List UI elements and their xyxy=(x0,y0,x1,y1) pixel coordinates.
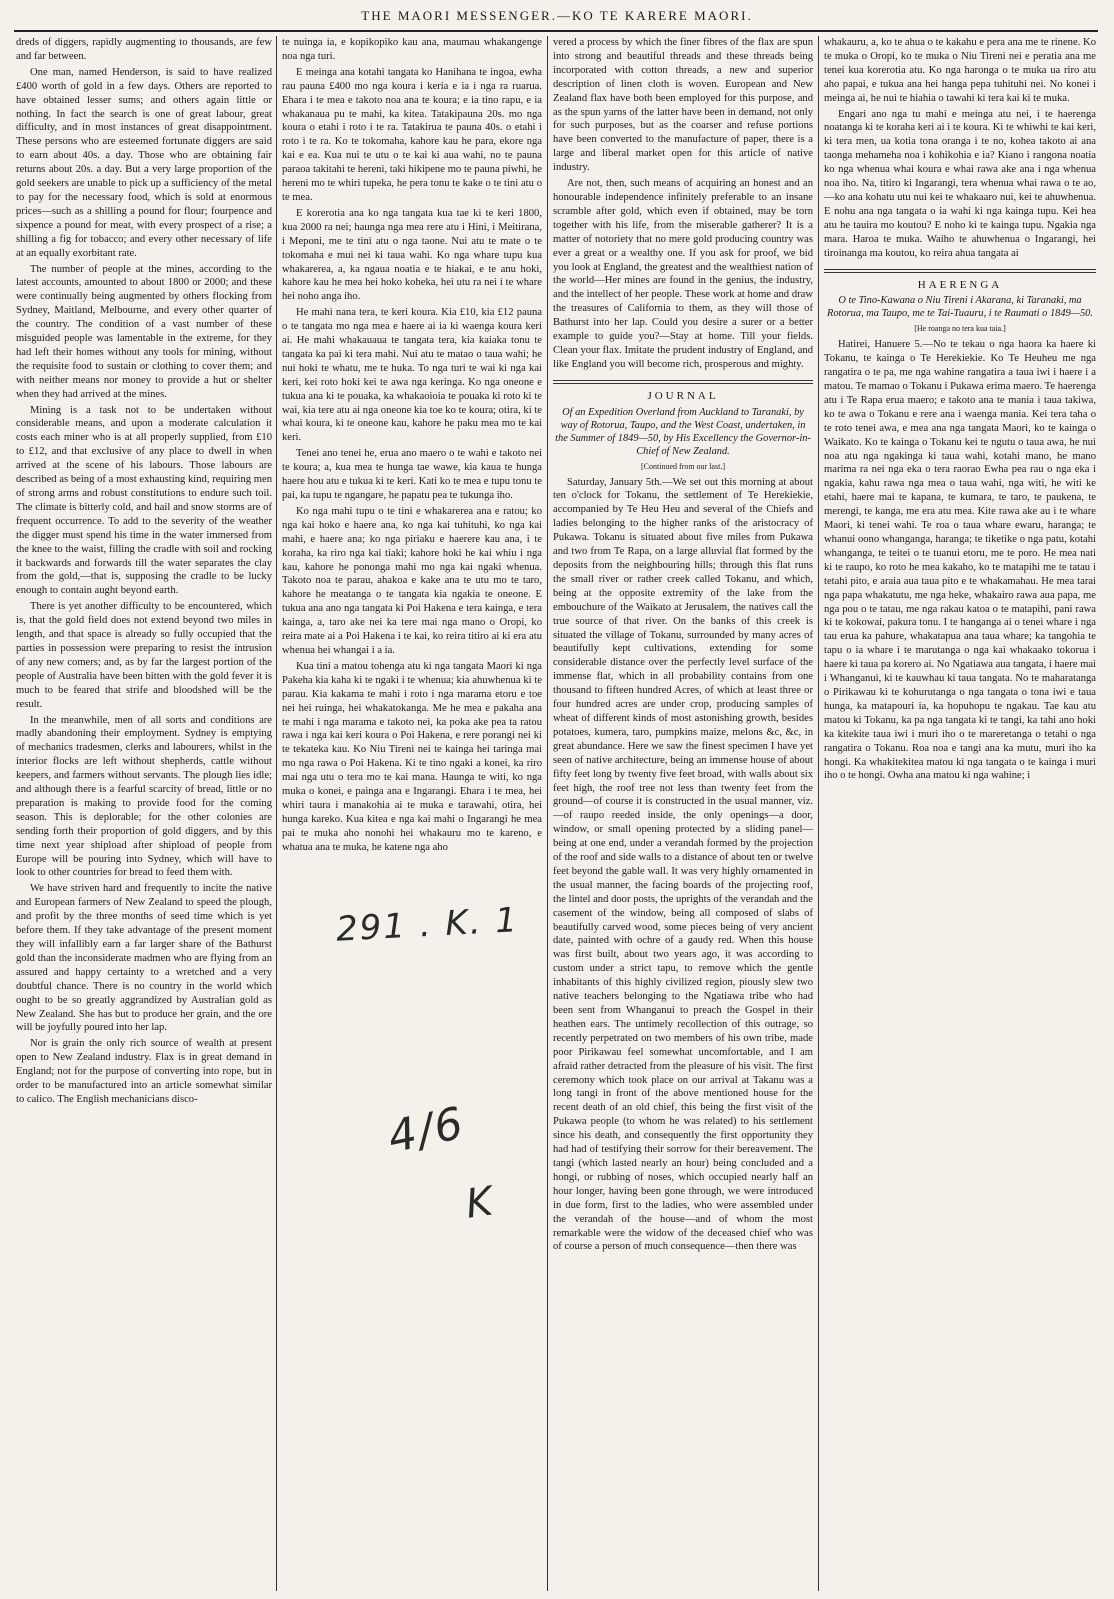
paragraph: Engari ano nga tu mahi e meinga atu nei, i te haerenga noatanga ki te koraha keri ai i te koura. Ki te whiwhi te kai keri, ki tera men, ua kotia tona oranga i te no, kohea takoto ai ana taonga mehameha noa i kohikohia e ia? Kiano i rangona noatia ko nga whenua whai koura e whai rawa ake ana i nga whenua noa iho. Na, titiro ki Ingarangi, tera whenua whai rawa o te ao,—ko ana kohatu utu nui kei te whakaaro nui, kei te ahuwhenua. E nohu ana nga tangata o ia wahi ki nga kainga tupu. Kei hea atu he tauira mo koutou? E noho ki te kainga tupu. Ngakia nga mara. Haroa te muka. Waiho te ahuwhenua o Ingarangi, hei tiroinanga ma koutou, ko reira ahua tangata ai xyxy=(824,108,1096,259)
paragraph: E meinga ana kotahi tangata ko Hanihana te ingoa, ewha rau pauna £400 mo nga koura i keria e ia i nga ra ruarua. Ehara i te mea e takoto noa ana te koura; e ia tino rapu, e ia whakanaua pu te mahi, ka kitea. Tatakipauna 20s. mo nga koura o etahi i roto i te ra. Tatakirua te pauna 40s. o etahi i roto i te ra. Ko te tokomaha, kahore kau he para, ekore nga kai e ea. Kua nui te utu o te kai ki aua wahi, no te pauna paraoa takitahi te hereni, taki hikipene mo te pauna piwhi, he hereni mo te whiri tupeka, he pera tonu te kake o te tini atu o te mea. xyxy=(282,66,542,203)
journal-heading: JOURNAL xyxy=(647,389,719,402)
masthead-rule xyxy=(14,30,1098,32)
paragraph: Ko nga mahi tupu o te tini e whakarerea ana e ratou; ko nga kai hoko e haere ana, ko nga kai tuhituhi, ko nga kai mahi, e haere ana; ko nga piriaku e haerere kau ana, i te koraha, ka riro nga kai tiaki; kahore hoki he kai whiu i nga kau, kahore he pononga mahi mo nga kai ngaki whenua. Takoto noa te parau, ahakoa e kake ana te utu mo te taro, kahore he meatanga o te tangata kia ngakia te oneone. E tukua ana ano nga tangata ki Poi Hakena e tera kainga, e tera kainga, a, taro ake nei ka tere mai nga mano o Oropi, ko reira mate ai a Poi Hakena i te kai, ko reira titiro ai ki era atu whenua hei whangai i a ia. xyxy=(282,505,542,656)
handwritten-mark: 4/6 xyxy=(383,1097,470,1164)
column-3 xyxy=(553,36,813,1591)
paragraph: Saturday, January 5th.—We set out this morning at about ten o'clock for Tokanu, the settlement of Te Herekiekie, accompanied by Te Heu Heu and several of the Chiefs and ladies belonging to the higher ranks of the aristocracy of Pukawa. Tokanu is situated about five miles from Pukawa and two from Te Rapa, on a large alluvial flat formed by the deposits from the neighbouring hills; through this flat runs the small river or rather creek called Tokanu, and which, being at the opposite extremity of the lake from the embouchure of the Waikato at Jerusalem, the natives call the true source of that river. On the banks of this creek is situated the village of Tokanu, surrounded by many acres of beautifully kept cultivations, extending for some considerable distance over the perfectly level surface of the immense flat, which in all probability contains from one thousand to fifteen hundred Acres, of which at least three or four hundred acres are under crop, producing samples of wheat of different kinds of most astonishing growth, besides potatoes, kumera, taro, pumpkins maize, melons &c, &c, in great abundance. Here we saw the finest specimen I have yet seen of native architecture, being an immense house of about fifty feet long by twenty five feet broad, with walls about six feet high, the roof tree not less than twenty feet from the ground—of course it is constructed in the usual manner, viz.—of raupo reeded inside, the only openings—a door, window, or small opening protected by a sliding panel—being at one end, under a verandah formed by the projection of the roof and side walls to a distance of about ten or twelve feet beyond the gable wall. It was very highly ornamented in the usual manner, the facing boards of the projecting roof, the lintel and door posts, the uprights of the verandah and the casement of the window, being all composed of slabs of beautifully carved wood, some pieces being of very ancient date, painted with ochre of a gaudy red. When this house was first built, about two years ago, it was according to custom under a strict tapu, to remove which the gentle inhabitants of this highly civilized region, piously slew two native teachers belonging to the Ngatiawa tribe who had been sent from Whanganui to preach the Gospel in their heathen ears. The untimely recollection of this outrage, so recently perpetrated on two members of his own tribe, made poor Pirikawau feel somewhat uncomfortable, and I am afraid rather detracted from the pleasure of his visit. The first ceremony which took place on our arrival at Takanu was a long tangi in front of the above mentioned house for the recent death of an old chief, this being the first visit of the Pukawa people (to whom he was related) to his settlement since his death, and consequently the first opportunity they had had of testifying their sorrow for their bereavement. The tangi (which lasted nearly an hour) being concluded and a hongi, or rubbing of noses, which occupied nearly half an hour longer, having been gone through, we were introduced in due form, first to the ladies, who were assembled under the verandah of the house—and of whom the most remarkable were the widow of the deceased chief who was of course a person of much consequence—then there was xyxy=(553,476,813,1253)
section-rule xyxy=(824,269,1096,273)
paragraph: Mining is a task not to be undertaken without considerable means, and upon a moderate calculation it costs each miner who is at all properly supplied, from £10 to £12, and that exclusive of any place to dwell in when arrived at the scene of his labours. Those labours are described as being of a most exhausting kind, requiring men of strong arms and robust constitutions to endure such toil. The climate is bitterly cold, and hail and snow storms are of frequent occurrence. To add to the severity of the weather the digger must spend his time in the water immersed from the knee to the waist, filling the cradle with soil and rocking it backwards and forwards till the water separates the clay from the gold,—that is, supposing the cradle to be lucky enough to contain aught beyond earth. xyxy=(16,404,272,597)
section-rule xyxy=(553,380,813,384)
paragraph: Nor is grain the only rich source of wealth at present open to New Zealand industry. Flax is in great demand in England; not for the purpose of converting into rope, but in order to be manufactured into an article somewhat similar to calico. The English mechanicians disco- xyxy=(16,1038,272,1105)
column-divider xyxy=(276,36,277,1591)
paragraph: There is yet another difficulty to be encountered, which is, that the gold field does not extend beyond two miles in length, and that space is already so fully occupied that the parties in possession were preparing to resist the intrusion of any new comers; and, as by far the largest portion of the people of Australia have been bitten with the gold fever it is much to be feared that strife and bloodshed will be the result. xyxy=(16,601,272,710)
column-4 xyxy=(824,36,1096,1591)
column-divider xyxy=(547,36,548,1591)
paragraph: E korerotia ana ko nga tangata kua tae ki te keri 1800, kua 2000 ra nei; haunga nga mea rere atu i Hini, i Meitirana, i Meponi, me te tini atu o nga taone. Nui atu te mate o te tokomaha e mui nei ki taua wahi. Ko nga whare tupu kua whakarerea, a, ka ngaua noatia e te hiakai, e te anu hoki, kahore kau he mea hei hoko koheka, hei utu ra nei i te whare hei noho anga iho. xyxy=(282,207,542,303)
masthead: THE MAORI MESSENGER.—KO TE KARERE MAORI. xyxy=(361,8,753,23)
column-divider xyxy=(818,36,819,1591)
column-1 xyxy=(16,36,272,1591)
paragraph: Are not, then, such means of acquiring an honest and an honourable independence infinitely preferable to an insane scramble after gold, which even if obtained, may be torn together with his life, from the miserable gatherer? It is a matter of notoriety that no mere gold producing country was ever a great or a wealthy one. If you ask for proof, we bid you look at England, the greatest and the wealthiest nation of the world—Her mines are found in the genius, the industry, and the intellect of her people. These work at home and draw the treasures of California to them, as they will those of Bathurst into her lap. Could you desire a surer or a better example to guide you?—Stay at home. Till your fields. Clean your flax. Imitate the prudent industry of England, and like England you will become rich, prosperous and mighty. xyxy=(553,178,813,370)
paragraph: One man, named Henderson, is said to have realized £400 worth of gold in a few days. Others are reported to have obtained lesser sums; and others again little or nothing. In fact the search is one of great labour, great difficulty, and in most instances of great disappointment. These persons who are esteemed fortunate diggers are said to earn about 40s. a day. Those who are obtaining fair returns about 20s. a day. But a very large proportion of the gold seekers are unable to pick up a sufficiency of the metal to pay for the necessary food, which is sold at enormous prices—such as a shilling a pound for flour; fourpence and sixpence a pound for meat, with every prospect of a rise; a shilling a fig for tobacco; and every other necessary of life at an equally exorbitant rate. xyxy=(16,66,272,259)
handwritten-mark: 291 . K. 1 xyxy=(335,900,520,950)
paragraph: In the meanwhile, men of all sorts and conditions are madly abandoning their employment. Sydney is emptying of mechanics tradesmen, clerks and labourers, whilst in the interior flocks are left without shepherds, cattle without keepers, and farmers without servants. The plough lies idle; and although there is a fearful scarcity of bread, little or no preparation is making to provide food for the coming season. This is deplorable; for the other colonies are sending forth their proportion of gold diggers, and by this time next year shipload after shipload of people from Europe will be pouring into Sydney, which will have to look to other countries for bread to feed them with. xyxy=(16,714,272,879)
haerenga-heading: HAERENGA xyxy=(917,278,1003,291)
paragraph: Kua tini a matou tohenga atu ki nga tangata Maori ki nga Pakeha kia kaha ki te ngaki i te whenua; kia ahuwhenua ki te parau. Kia kakama te mahi i roto i nga marama etoru e toe nei hei ruinga, hei whakatokanga. Me he mea e pakaha ana te mahi i nga marama e takoto nei, ka poka ake pea ta ratou rawa i nga kai keri koura o Poi Hakena, e rere porangi nei ki te tekateka kau. Ko Niu Tireni nei te kainga hei taringa mai mo nga rawa o Poi Hakena. Ki te tino ngaki a konei, ka riro mai nga utu o tera mo te kai mana. Haunga te witi, ko nga muka o konei, e painga ana e Ingarangi. Ehara i te mea, hei whiri taura i manakohia ai te muka e tarawahi, otira, hei hunga kareko. Kua kitea e nga kai mahi o Ingarangi he mea pai te muka aho nonohi hei whakauru mo te kareno, e whatua ana te muka, he katene nga aho xyxy=(282,660,542,853)
paragraph: vered a process by which the finer fibres of the flax are spun into strong and beautiful threads and these threads being incorporated with cotton threads, a new and superior description of linen cloth is woven. European and New Zealand flax have both been employed for this purpose, and as the spun yarns of the latter have been in demand, not only for such purposes, but as the coarser and refuse portions have been converted to the manufacture of paper, there is a large and liberal market open for this article of native industry. xyxy=(553,37,813,174)
paragraph: Hatirei, Hanuere 5.—No te tekau o nga haora ka haere ki Tokanu, te kainga o Te Herekiekie. Ko Te Heuheu me nga rangatira o te pa, me nga wahine rangatira a taua iwi i haere i a matou. Te mamao o Tokanu i Pukawa erima maero. Te haerenga atu i Te Rapa erua maero; e takoto ana te mania i taua takiwa, ko te awa o Tokanu e rere ana i waenga mania. Kei tera taha o te roto tenei awa, e mea ana nga tangata Maori, ko te kainga o Waikato. Ko te kainga o Tokanu kei te ngutu o taua awa, he nui noa atu nga ngakinga ki taua wahi, kotahi mano, he mano marima ra nei nga eka o tera raorao Ewha pea rau o nga eka i ngakia, kahu rawa nga mea o taua wahi, nga witi, he witi ke etahi, haere mai te kapana, te kumara, te taro, te paukena, te merengi, te kanga, me era atu mea. Kite rawa ake au i te whare Maori, ki tenei wahi. Te roa o taua whare ewaru, haranga; te whanui oono whanganga, haranga; te tiketike o nga patu, kotahi whanganga, te teitei o te tuanui etoru, me te poro. He mea nati ki te raupo, ko roto he mea kakaho, ko te matapihi me te tatau i tetahi pito, e araia aua taua pito e te whakamahau. He mea tarai nga papa whakatutu, me nga heke, whakairo rawa aua papa, me nga pou o te tatau, me nga rakau katoa o te matapihi, pani rawa ki te kokowai, pakura tonu. I te hanganga ai o tenei whare i nga tau erua ka pahure, whakatapua ana taua whare; ka tangohia te tapu o ia whare i te marutanga o nga kai whakaako tokorua i haere ki taua pa korero ai. No Ngatiawa aua tangata, i haere mai i Whanganui, ki te kauwhau ki taua tangata. No te maharatanga o Pirikawau ki te kohurutanga o nga tangata o tona iwi e taua hunga, ka matapouri ia, ka hopuhopu te ngakau. Tae kau atu matou ki Tokanu, ka pa nga tangata ki te tangi, ka tahi ano hoki ka kitekite taua iwi i muri iho o te mareretanga o tetahi o nga rangatira o Tokanu. Roa noa e tangi ana ka mutu, muri iho ka hongi. Ka whakitekitea matou ki nga tangata o te kainga i muri iho o te hongi. Owha ana matou ki nga wahine; i xyxy=(824,339,1096,782)
paragraph: te nuinga ia, e kopikopiko kau ana, maumau whakangenge noa nga turi. xyxy=(282,37,542,62)
handwritten-mark: K xyxy=(462,1178,498,1228)
haerenga-subtitle: O te Tino-Kawana o Niu Tireni i Akarana, ki Taranaki, ma Rotorua, ma Taupo, me te Tai-Tuauru, i te Raumati o 1849—50. xyxy=(827,295,1093,320)
haerenga-continued: [He roanga no tera kua taia.] xyxy=(914,324,1006,334)
paragraph: dreds of diggers, rapidly augmenting to thousands, are few and far between. xyxy=(16,37,272,62)
paragraph: whakauru, a, ko te ahua o te kakahu e pera ana me te rinene. Ko te muka o Oropi, ko te muka o Niu Tireni nei e peratia ana me tenei kua korerotia atu. Ko nga haronga o te muka ua riro atu aho papai, e tukua ana hei hanga pepa tuhituhi nei. No konei i meinga ai, he nui te hiahia o tawahi ki tera kai ki te muka. xyxy=(824,37,1096,104)
paragraph: The number of people at the mines, according to the latest accounts, amounted to about 1800 or 2000; and these were continually being augmented by others flocking from Sydney, Maitland, Melbourne, and every other quarter of the country. The condition of a vast number of these misguided people was lamentable in the extreme, for they had left their homes without any tools for mining, without the requisite food to sustain or clothing to cover them; and with neither means nor money to provide a hut or shelter when they had arrived at the mines. xyxy=(16,263,272,400)
journal-subtitle: Of an Expedition Overland from Auckland to Taranaki, by way of Rotorua, Taupo, and the West Coast, undertaken, in the Summer of 1849—50, by His Excellency the Governor-in-Chief of New Zealand. xyxy=(555,406,811,457)
paragraph: Tenei ano tenei he, erua ano maero o te wahi e takoto nei te koura; a, kua mea te hunga tae wawe, kia kaua te hunga haere hou atu e tukua ki te keri. Kati ko te mea e tupu tonu te pai, ka tupu te ngangare, he papatu pea te tukunga iho. xyxy=(282,448,542,501)
journal-continued: [Continued from our last.] xyxy=(641,461,725,471)
paragraph: He mahi nana tera, te keri koura. Kia £10, kia £12 pauna o te tangata mo nga mea e haere ai ia ki waenga koura keri ai. He mahi whakauaua te tangata tera, kia kaiaka tonu te tangata ka pai ki tera mahi. Nui atu te matao o taua wahi; he nui hoki te whatu, me te huka. To nga turi te wai ki nga kai keri, kei roto hoki kei te awa nga keringa. Ko nga oneone e tukua ana ki te pouaka, ka whakaoioia te pouaka ki roto ki te wai, kia tere atu ai nga oneone kia toe ko te koura; otira, ki te whai koura, ki te oneone kau, kahore he paku mea mo te kai keri. xyxy=(282,307,542,444)
column-2 xyxy=(282,36,542,1591)
paragraph: We have striven hard and frequently to incite the native and European farmers of New Zealand to speed the plough, and profit by the three months of seed time which is yet before them. If they take advantage of the present moment they will infallibly earn a far larger share of the Bathurst gold than the inconsiderate madmen who are flying from an assured and happy certainty to a wretched and a very doubtful chance. There is no country in the world which ought to be so greatly aggrandized by Australian gold as New Zealand. She has but to produce her grain, and the ore will be joyfully poured into her lap. xyxy=(16,883,272,1034)
